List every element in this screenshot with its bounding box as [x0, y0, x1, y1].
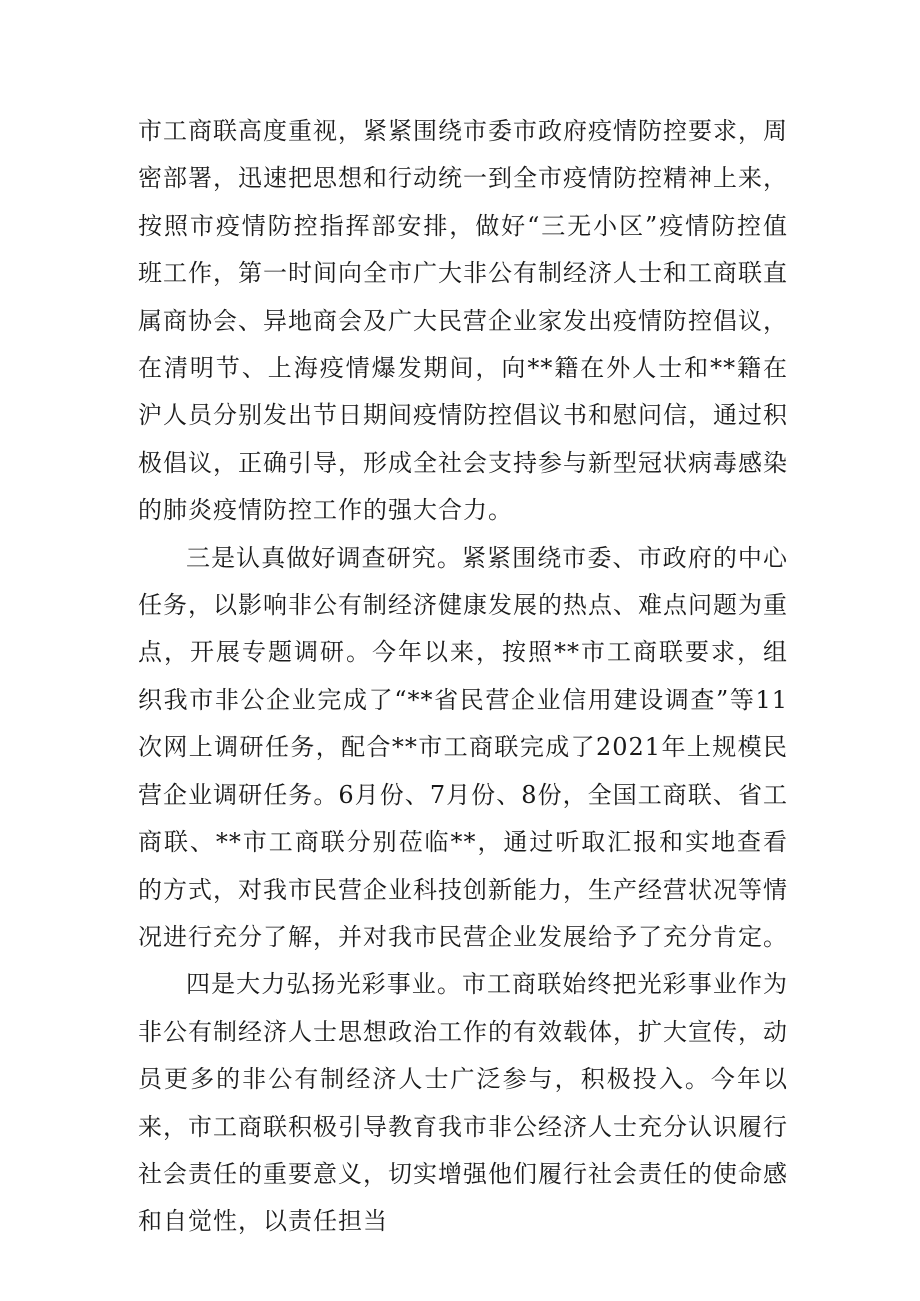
document-body — [138, 108, 788, 1246]
paragraph-guangcai-cause: 四是大力弘扬光彩事业。市工商联始终把光彩事业作为非公有制经济人士思想政治工作的有效载体，扩大宣传，动员更多的非公有制经济人士广泛参与，积极投入。今年以来，市工商联积极引导教育我市非公经济人士充分认识履行社会责任的重要意义，切实增强他们履行社会责任的使命感和自觉性，以责任担当 — [138, 970, 788, 1236]
paragraph-epidemic-prevention: 市工商联高度重视，紧紧围绕市委市政府疫情防控要求，周密部署，迅速把思想和行动统一到全市疫情防控精神上来，按照市疫情防控指挥部安排，做好“三无小区”疫情防控值班工作，第一时间向全市广大非公有制经济人士和工商联直属商协会、异地商会及广大民营企业家发出疫情防控倡议，在清明节、上海疫情爆发期间，向**籍在外人士和**籍在沪人员分别发出节日期间疫情防控倡议书和慰问信，通过积极倡议，正确引导，形成全社会支持参与新型冠状病毒感染的肺炎疫情防控工作的强大合力。 — [138, 117, 788, 525]
paragraph-research: 三是认真做好调查研究。紧紧围绕市委、市政府的中心任务，以影响非公有制经济健康发展的热点、难点问题为重点，开展专题调研。今年以来，按照**市工商联要求，组织我市非公企业完成了“**省民营企业信用建设调查”等11次网上调研任务，配合**市工商联完成了2021年上规模民营企业调研任务。6月份、7月份、8份，全国工商联、省工商联、**市工商联分别莅临**，通过听取汇报和实地查看的方式，对我市民营企业科技创新能力，生产经营状况等情况进行充分了解，并对我市民营企业发展给予了充分肯定。 — [138, 543, 788, 951]
